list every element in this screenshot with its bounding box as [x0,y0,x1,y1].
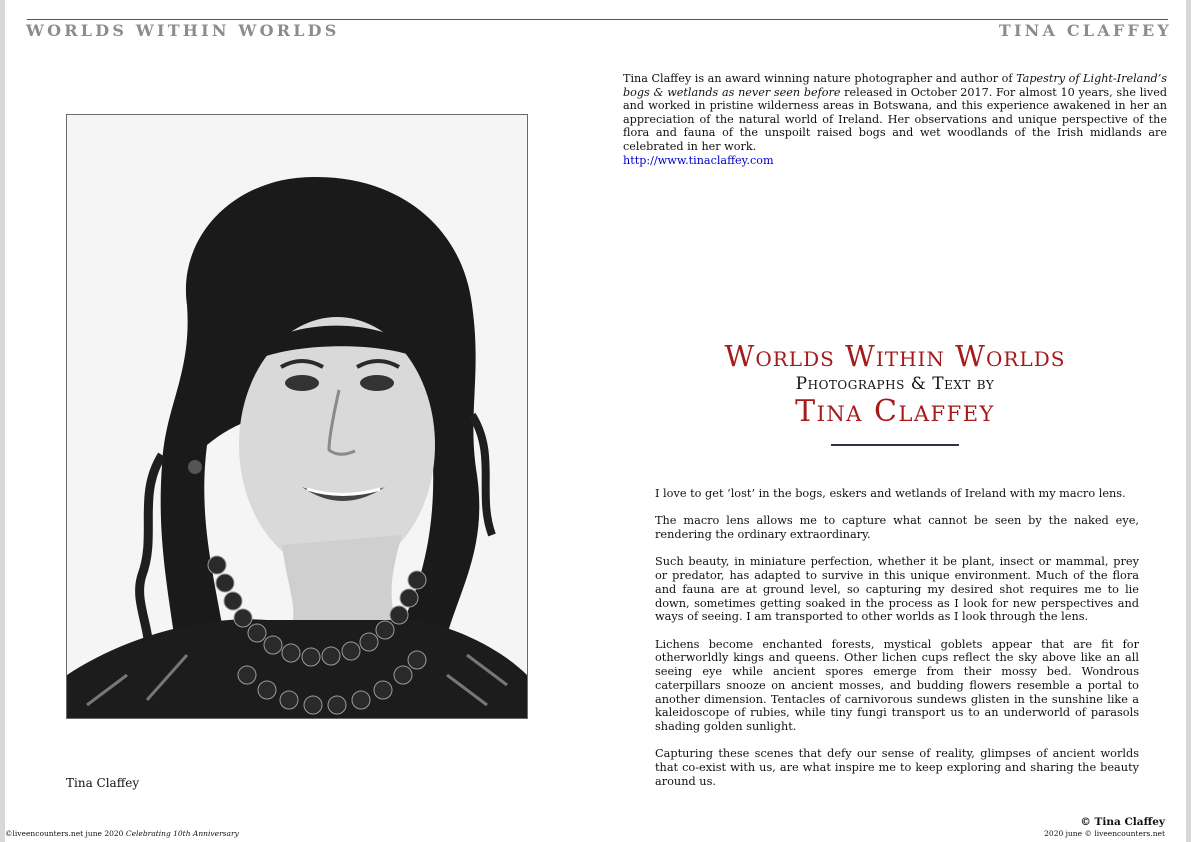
article-title-block [623,338,1167,446]
article-title: Worlds Within Worlds [724,339,1066,373]
bio-author-name: Tina Claffey [623,72,692,85]
magazine-page [5,0,1186,842]
running-header-author: TINA CLAFFEY [998,21,1172,40]
photo-copyright: © Tina Claffey [1080,816,1165,828]
bio-text-2: released in October 2017. For almost 10 years, she lived and worked in pristine wilderness areas in Botswana, and this experience awakened in her an appreciation of the natural world of Ireland. Her observations and unique perspective of the flora and fauna of the unspoilt raised bogs and wet woodlands of the Irish midlands are celebrated in her work. [623,85,1167,153]
footer-right: 2020 june © liveencounters.net [1044,829,1165,838]
bio-text-1: is an award winning nature photographer and author of [691,72,1017,85]
body-paragraph: Capturing these scenes that defy our sense of reality, glimpses of ancient worlds that co-exist with us, are what inspire me to keep exploring and sharing the beauty around us. [655,747,1139,788]
author-portrait-photo [66,114,528,719]
footer-left [5,829,239,838]
footer-anniversary: Celebrating 10th Anniversary [125,829,239,838]
title-divider [831,444,959,446]
website-link[interactable]: http://www.tinaclaffey.com [623,153,774,167]
footer-left-text: ©liveencounters.net june 2020 [5,829,126,838]
article-author: Tina Claffey [795,394,995,429]
header-rule [27,19,1168,20]
body-paragraph: Such beauty, in miniature perfection, whether it be plant, insect or mammal, prey or predator, has adapted to survive in this unique environment. Much of the flora and fauna are at ground level, so capturing my desired shot requires me to lie down, sometimes getting soaked in the process as I look for new perspectives and ways of seeing. I am transported to other worlds as I look through the lens. [655,555,1139,624]
body-paragraph: I love to get ‘lost’ in the bogs, eskers and wetlands of Ireland with my macro lens. [655,487,1126,500]
bio-book-title: Tapestry of Light-Ireland’s bogs & wetlands as never seen before [623,72,1168,99]
article-body [655,487,1139,802]
bio-paragraph [623,72,1167,154]
photo-caption: Tina Claffey [66,776,140,790]
article-byline-label: Photographs & Text by [795,374,995,394]
running-header-title: WORLDS WITHIN WORLDS [26,21,340,40]
author-bio [623,72,1167,167]
body-paragraph: The macro lens allows me to capture what cannot be seen by the naked eye, rendering the ordinary extraordinary. [655,514,1139,542]
body-paragraph: Lichens become enchanted forests, mystical goblets appear that are fit for otherworldly kings and queens. Other lichen cups reflect the sky above like an all seeing eye while ancient spores emerge from their mossy bed. Wondrous caterpillars snooze on ancient mosses, and budding flowers resemble a portal to another dimension. Tentacles of carnivorous sundews glisten in the sunshine like a kaleidoscope of rubies, while tiny fungi transport us to an underworld of parasols shading golden sunlight. [655,637,1139,733]
